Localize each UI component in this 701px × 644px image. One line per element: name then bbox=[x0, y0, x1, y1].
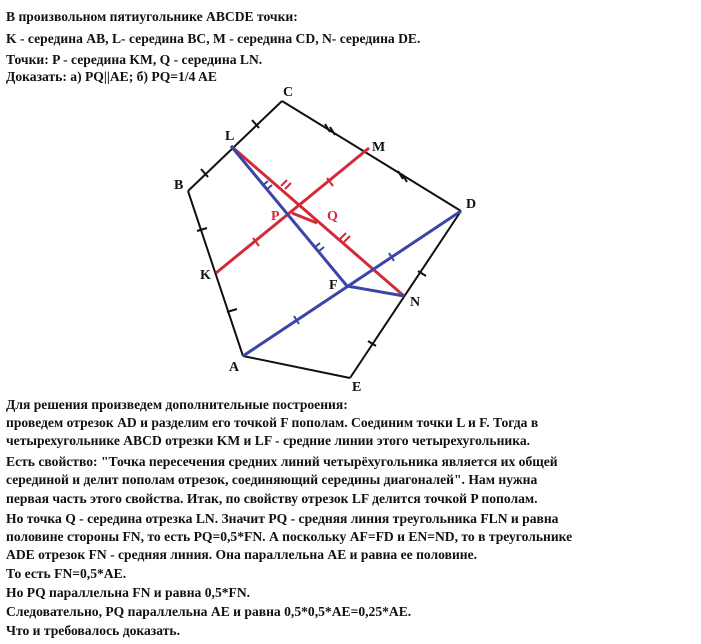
side-cd bbox=[282, 101, 461, 211]
solution-line-7: Но точка Q - середина отрезка LN. Значит PQ - средняя линия треугольника FLN и равна bbox=[6, 511, 559, 526]
label-l: L bbox=[225, 129, 235, 144]
segment-ad bbox=[243, 211, 461, 356]
solution-line-10: То есть FN=0,5*AE. bbox=[6, 566, 127, 581]
label-p: P bbox=[271, 209, 280, 224]
problem-line-4: Доказать: а) PQ||AE; б) PQ=1/4 AE bbox=[6, 69, 217, 84]
side-ab bbox=[188, 191, 243, 356]
problem-line-1: В произвольном пятиугольнике ABCDE точки: bbox=[6, 9, 298, 24]
segment-ln bbox=[231, 146, 404, 296]
tick-qn-1 bbox=[340, 233, 346, 239]
tick-qn-2 bbox=[344, 236, 350, 242]
problem-line-2: K - середина AB, L- середина BC, M - середина CD, N- середина DE. bbox=[6, 31, 421, 46]
solution-line-13: Что и требовалось доказать. bbox=[6, 623, 180, 638]
label-q: Q bbox=[327, 209, 338, 224]
label-b: B bbox=[174, 178, 184, 193]
solution-line-11: Но PQ параллельна FN и равна 0,5*FN. bbox=[6, 585, 251, 600]
blue-tick-marks bbox=[262, 181, 394, 324]
label-e: E bbox=[352, 380, 362, 395]
label-n: N bbox=[410, 295, 421, 310]
segment-km bbox=[216, 148, 369, 273]
solution-line-12: Следовательно, PQ параллельна AE и равна 0,5*0,5*AE=0,25*AE. bbox=[6, 604, 412, 619]
tick-lq-1 bbox=[281, 180, 287, 186]
label-d: D bbox=[466, 197, 477, 212]
solution-line-5: серединой и делит пополам отрезок, соединяющий середины диагоналей". Нам нужна bbox=[6, 472, 538, 487]
label-c: C bbox=[283, 85, 294, 100]
solution-line-4: Есть свойство: "Точка пересечения средних линий четырёхугольника является их общей bbox=[6, 454, 558, 469]
side-ea bbox=[243, 356, 350, 378]
tick-pf-2 bbox=[318, 247, 324, 252]
label-m: M bbox=[372, 140, 386, 155]
label-a: A bbox=[229, 360, 240, 375]
label-k: K bbox=[200, 268, 211, 283]
side-de bbox=[350, 211, 461, 378]
solution-line-3: четырехугольнике ABCD отрезки KM и LF - средние линии этого четырехугольника. bbox=[6, 433, 531, 448]
problem-line-3: Точки: P - середина KM, Q - середина LN. bbox=[6, 52, 263, 67]
solution-line-1: Для решения произведем дополнительные построения: bbox=[6, 397, 348, 412]
label-f: F bbox=[329, 278, 338, 293]
red-segments bbox=[216, 146, 404, 296]
solution-line-9: ADE отрезок FN - средняя линия. Она параллельна AE и равна ее половине. bbox=[6, 547, 478, 562]
solution-line-8: половине стороны FN, то есть PQ=0,5*FN. А поскольку AF=FD и EN=ND, то в треугольнике bbox=[6, 529, 573, 544]
solution-line-6: первая часть этого свойства. Итак, по свойству отрезок LF делится точкой P пополам. bbox=[6, 491, 538, 506]
solution-line-2: проведем отрезок AD и разделим его точкой F пополам. Соединим точки L и F. Тогда в bbox=[6, 415, 539, 430]
tick-lq-2 bbox=[285, 183, 291, 189]
